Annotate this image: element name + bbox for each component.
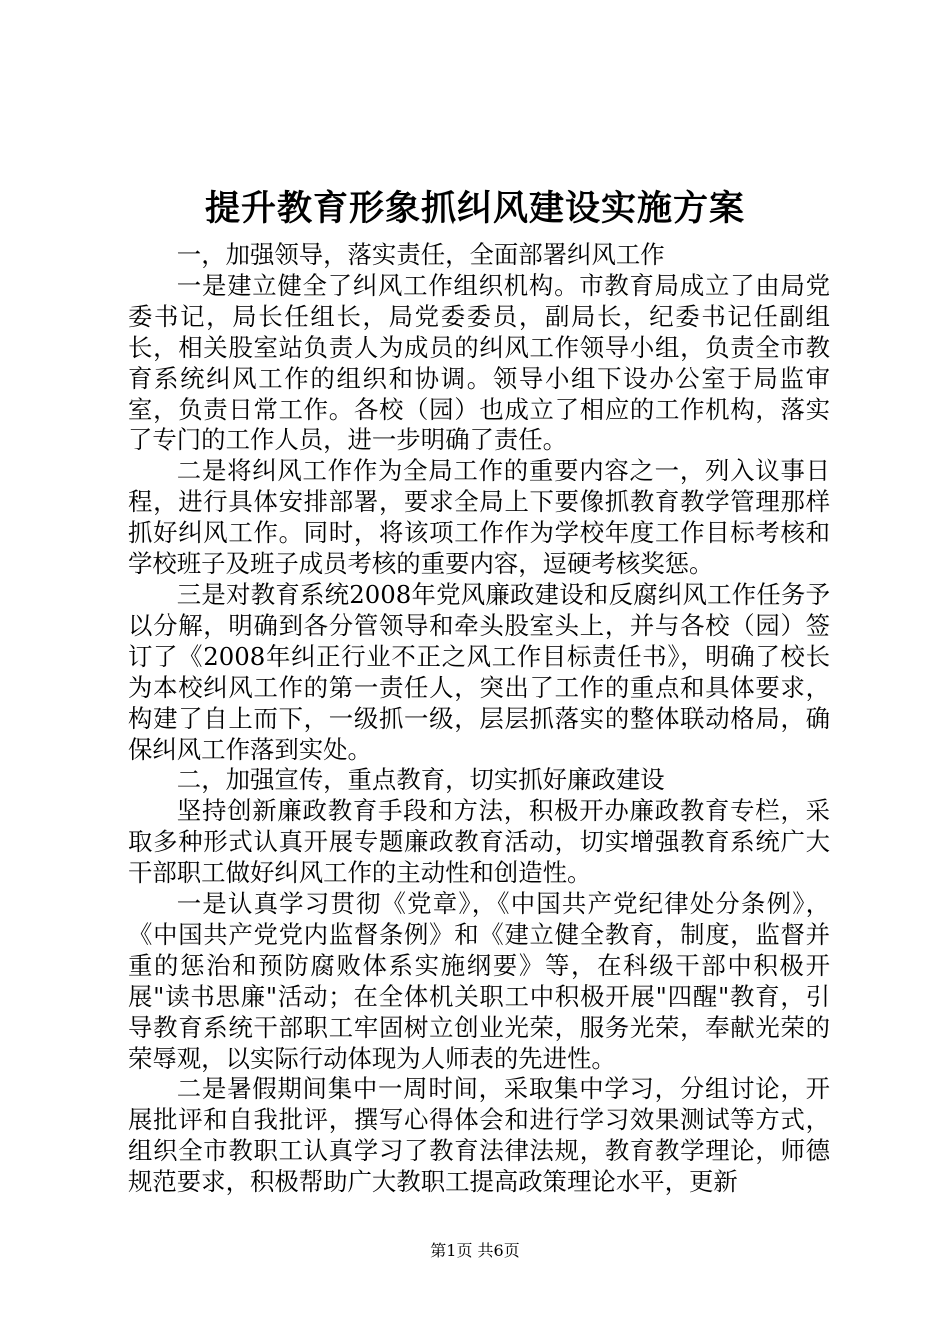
- document-body: [128, 240, 830, 1198]
- paragraph: 二是暑假期间集中一周时间，采取集中学习，分组讨论，开展批评和自我批评，撰写心得体会和进行学习效果测试等方式，组织全市教职工认真学习了教育法律法规，教育教学理论，师德规范要求，积极帮助广大教职工提高政策理论水平，更新: [128, 1074, 830, 1197]
- paragraph: 三是对教育系统2008年党风廉政建设和反腐纠风工作任务予以分解，明确到各分管领导和牵头股室头上，并与各校（园）签订了《2008年纠正行业不正之风工作目标责任书》，明确了校长为本校纠风工作的第一责任人，突出了工作的重点和具体要求，构建了自上而下，一级抓一级，层层抓落实的整体联动格局，确保纠风工作落到实处。: [128, 579, 830, 764]
- page-footer: 第1页 共6页: [430, 1241, 520, 1260]
- document-title: 提升教育形象抓纠风建设实施方案: [204, 188, 745, 229]
- section-heading-2: 二，加强宣传，重点教育，切实抓好廉政建设: [176, 765, 665, 795]
- paragraph: 一是建立健全了纠风工作组织机构。市教育局成立了由局党委书记，局长任组长，局党委委员，副局长，纪委书记任副组长，相关股室站负责人为成员的纠风工作领导小组，负责全市教育系统纠风工作的组织和协调。领导小组下设办公室于局监审室，负责日常工作。各校（园）也成立了相应的工作机构，落实了专门的工作人员，进一步明确了责任。: [128, 270, 830, 455]
- section-heading-1: 一，加强领导，落实责任，全面部署纠风工作: [176, 240, 665, 269]
- paragraph: 一是认真学习贯彻《党章》，《中国共产党纪律处分条例》，《中国共产党党内监督条例》和《建立健全教育，制度，监督并重的惩治和预防腐败体系实施纲要》等，在科级干部中积极开展"读书思廉"活动；在全体机关职工中积极开展"四醒"教育，引导教育系统干部职工牢固树立创业光荣，服务光荣，奉献光荣的荣辱观，以实际行动体现为人师表的先进性。: [128, 889, 830, 1073]
- paragraph: 二是将纠风工作作为全局工作的重要内容之一，列入议事日程，进行具体安排部署，要求全局上下要像抓教育教学管理那样抓好纠风工作。同时，将该项工作作为学校年度工作目标考核和学校班子及班子成员考核的重要内容，逗硬考核奖惩。: [128, 456, 830, 579]
- paragraph: 坚持创新廉政教育手段和方法，积极开办廉政教育专栏，采取多种形式认真开展专题廉政教育活动，切实增强教育系统广大干部职工做好纠风工作的主动性和创造性。: [128, 796, 830, 888]
